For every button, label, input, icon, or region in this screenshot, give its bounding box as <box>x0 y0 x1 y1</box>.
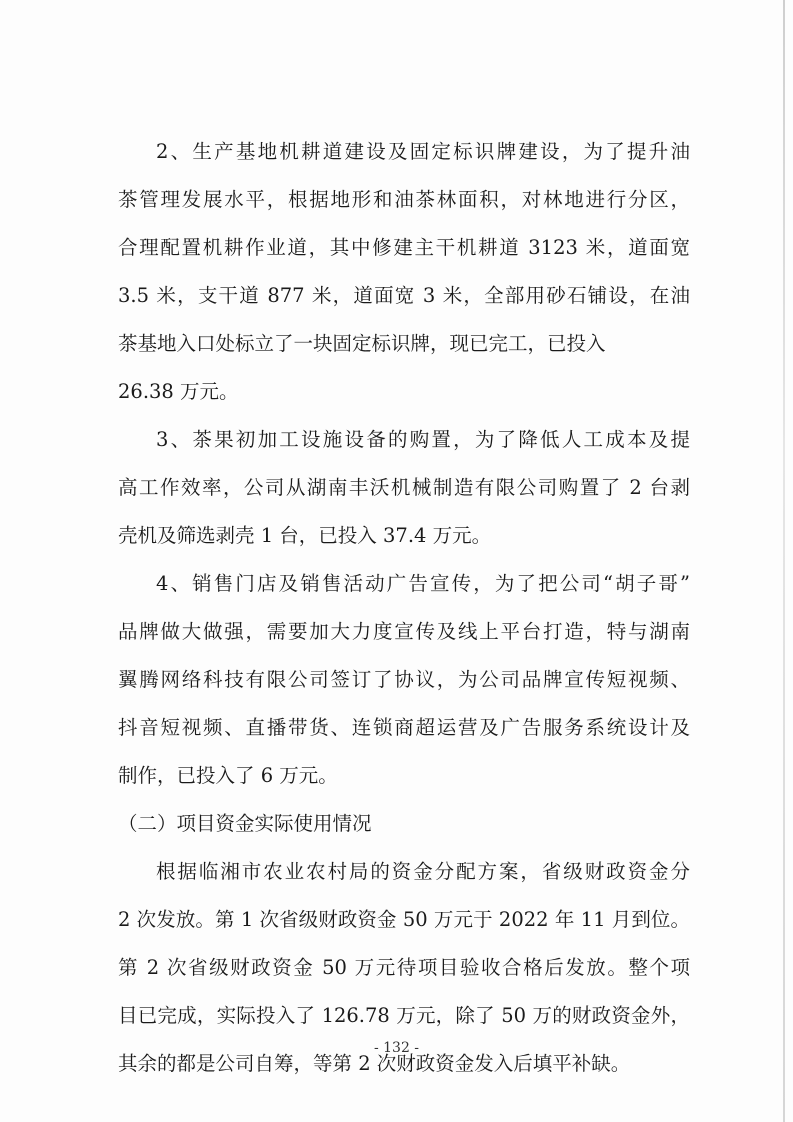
text-line: 品牌做大做强，需要加大力度宣传及线上平台打造，特与湖南 <box>118 620 690 643</box>
text-line: 2、生产基地机耕道建设及固定标识牌建设，为了提升油 <box>156 140 690 163</box>
text-line: 根据临湘市农业农村局的资金分配方案，省级财政资金分 <box>156 860 690 883</box>
text-line: 茶管理发展水平，根据地形和油茶林面积，对林地进行分区， <box>118 188 690 211</box>
text-line: 3.5 米，支干道 877 米，道面宽 3 米，全部用砂石铺设，在油 <box>118 284 690 307</box>
section-heading <box>118 800 690 848</box>
paragraph-item-3 <box>118 416 690 560</box>
scan-edge-shadow <box>783 0 785 1122</box>
paragraph-item-4 <box>118 560 690 800</box>
text-line: 4、销售门店及销售活动广告宣传，为了把公司“胡子哥” <box>156 572 690 595</box>
text-line: 26.38 万元。 <box>118 380 239 403</box>
text-line: 2 次发放。第 1 次省级财政资金 50 万元于 2022 年 11 月到位。 <box>118 908 690 931</box>
text-line: 合理配置机耕作业道，其中修建主干机耕道 3123 米，道面宽 <box>118 236 690 259</box>
paragraph-item-2 <box>118 128 690 416</box>
text-line: 茶基地入口处标立了一块固定标识牌，现已完工，已投入 <box>118 332 606 355</box>
section-heading-text: （二）项目资金实际使用情况 <box>118 812 372 835</box>
document-body <box>118 128 690 1088</box>
text-line: 制作，已投入了 6 万元。 <box>118 764 338 787</box>
text-line: 第 2 次省级财政资金 50 万元待项目验收合格后发放。整个项 <box>118 956 690 979</box>
text-line: 翼腾网络科技有限公司签订了协议，为公司品牌宣传短视频、 <box>118 668 690 691</box>
text-line: 目已完成，实际投入了 126.78 万元，除了 50 万的财政资金外， <box>118 1004 690 1027</box>
text-line: 3、茶果初加工设施设备的购置，为了降低人工成本及提 <box>156 428 690 451</box>
text-line: 抖音短视频、直播带货、连锁商超运营及广告服务系统设计及 <box>118 716 690 739</box>
text-line: 壳机及筛选剥壳 1 台，已投入 37.4 万元。 <box>118 524 492 547</box>
page-number: - 132 - <box>373 1040 420 1056</box>
text-line: 其余的都是公司自筹，等第 2 次财政资金发入后填平补缺。 <box>118 1052 631 1075</box>
text-line: 高工作效率，公司从湖南丰沃机械制造有限公司购置了 2 台剥 <box>118 476 690 499</box>
